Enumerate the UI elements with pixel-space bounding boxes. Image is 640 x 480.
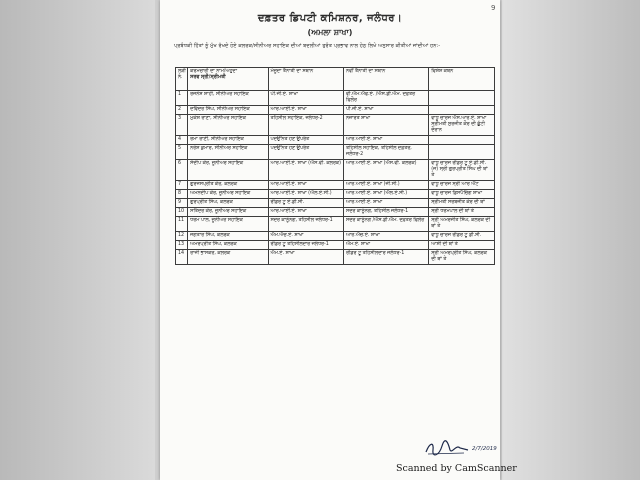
cell-new-posting: ਆਰ.ਆਈ.ਏ. ਸ਼ਾਖਾ (ਐਲ.ਏ.ਸੀ.) bbox=[344, 190, 429, 199]
table-row bbox=[176, 250, 495, 265]
cell-employee-name: ਮੁਕੇਸ਼ ਰਾਣਾ, ਸੀਨੀਅਰ ਸਹਾਇਕ bbox=[188, 115, 268, 136]
cell-employee-name: ਗੁਰਜਸਪ੍ਰੀਤ ਕੌਰ, ਕਲਰਕ bbox=[188, 181, 268, 190]
cell-serial: 6 bbox=[176, 160, 188, 181]
cell-new-posting: ਸਦਰ ਕਾਨੂੰਨਗੋ /ਐਸ.ਡੀ.ਐਮ. ਦਫ਼ਤਰ ਫਿਲੌਰ bbox=[344, 217, 429, 232]
cell-current-posting: ਆਰ.ਆਈ.ਏ. ਸ਼ਾਖਾ (ਐਸ.ਵੀ. ਕਲਰਕ) bbox=[268, 160, 343, 181]
transfer-table bbox=[175, 67, 495, 265]
cell-new-posting: ਤਹਿਸੀਲ ਸਹਾਇਕ, ਤਹਿਸੀਲ ਦਫ਼ਤਰ, ਜਲੰਧਰ-2 bbox=[344, 145, 429, 160]
cell-new-posting: ਨਜ਼ਾਰਤ ਸ਼ਾਖਾ bbox=[344, 115, 429, 136]
cell-employee-name: ਰਮਾ ਰਾਣੀ, ਸੀਨੀਅਰ ਸਹਾਇਕ bbox=[188, 136, 268, 145]
table-body bbox=[176, 91, 495, 265]
cell-current-posting: ਪਦਉੱਨਤ ਹੋਣ ਉਪਰੰਤ bbox=[268, 136, 343, 145]
header-current-posting: ਮੌਜੂਦਾ ਤੈਨਾਤੀ ਦਾ ਸਥਾਨ bbox=[268, 68, 343, 91]
cell-remarks: ਸ੍ਰੀ ਅਮਰਜੀਤ ਸਿੰਘ, ਕਲਰਕ ਦੀ ਥਾਂ ਤੇ bbox=[429, 217, 495, 232]
branch-subheading: (ਅਮਲਾ ਸ਼ਾਖਾ) bbox=[307, 28, 353, 37]
scan-background-left bbox=[0, 0, 155, 480]
table-row bbox=[176, 106, 495, 115]
header-employee-name-label: ਕਰਮਚਾਰੀ ਦਾ ਨਾਮ/ਅਹੁਦਾ bbox=[190, 69, 237, 74]
cell-remarks: ਵਾਧੂ ਚਾਰਜ ਰੀਡਰ ਟੂ ਏ.ਡੀ.ਸੀ. (ਜ) ਸ੍ਰੀ ਗੁਰਪ੍ਰੀਤ ਸਿੰਘ ਦੀ ਥਾਂ ਤੇ bbox=[429, 160, 495, 181]
cell-current-posting: ਆਰ.ਆਈ.ਏ. ਸ਼ਾਖਾ (ਐਲ.ਏ.ਸੀ.) bbox=[268, 190, 343, 199]
cell-remarks: ਸ੍ਰੀਮਤੀ ਸਰਬਜੀਤ ਕੌਰ ਦੀ ਥਾਂ bbox=[429, 199, 495, 208]
cell-new-posting: ਪੀ.ਜੀ.ਏ. ਸ਼ਾਖਾ bbox=[344, 106, 429, 115]
cell-serial: 8 bbox=[176, 190, 188, 199]
cell-employee-name: ਗੁਰਪ੍ਰੀਤ ਸਿੰਘ, ਕਲਰਕ bbox=[188, 199, 268, 208]
cell-current-posting: ਆਰ.ਆਈ.ਏ. ਸ਼ਾਖਾ bbox=[268, 181, 343, 190]
scanner-watermark: Scanned by CamScanner bbox=[396, 463, 517, 474]
header-new-posting: ਨਵੀਂ ਤੈਨਾਤੀ ਦਾ ਸਥਾਨ bbox=[344, 68, 429, 91]
table-row bbox=[176, 217, 495, 232]
cell-remarks: ਵਾਧੂ ਚਾਰਜ ਐਸ.ਆਰ.ਏ. ਸ਼ਾਖਾ ਸ੍ਰੀਮਤੀ ਸੁਰਜੀਤ ਕੌਰ ਦੀ ਛੁੱਟੀ ਦੌਰਾਨ bbox=[429, 115, 495, 136]
cell-remarks bbox=[429, 145, 495, 160]
cell-current-posting: ਪੀ.ਜੀ.ਏ. ਸ਼ਾਖਾ bbox=[268, 91, 343, 106]
header-employee-name bbox=[188, 68, 268, 91]
cell-remarks: ਸ੍ਰੀ ਧਰਮਪਾਲ ਦੀ ਥਾਂ ਤੇ bbox=[429, 208, 495, 217]
cell-serial: 9 bbox=[176, 199, 188, 208]
cell-current-posting: ਐਮ.ਏ. ਸ਼ਾਖਾ bbox=[268, 250, 343, 265]
cell-remarks: ਵਾਧੂ ਚਾਰਜ ਸ੍ਰੀ ਆਰ ਐਂਟ bbox=[429, 181, 495, 190]
header-serial: ਲੜੀ ਨੰ. bbox=[176, 68, 188, 91]
cell-employee-name: ਰਜਨੇਸ਼ ਸ਼ਾਹੀ, ਸੀਨੀਅਰ ਸਹਾਇਕ bbox=[188, 91, 268, 106]
order-intro-text: ਪ੍ਰਬੰਧਕੀ ਹਿੱਤਾਂ ਨੂੰ ਮੁੱਖ ਰੱਖਦੇ ਹੋਏ ਕਲਰਕ/ਸੀਨੀਅਰ ਸਹਾਇਕ ਦੀਆਂ ਬਦਲੀਆਂ ਤੁਰੰਤ ਪ੍ਰਭਾਵ ਨਾਲ ਹੇਠ ਲਿਖੇ ਅਨੁਸਾਰ ਕੀਤੀਆਂ ਜਾਂਦੀਆਂ ਹਨ:- bbox=[174, 43, 441, 49]
cell-serial: 13 bbox=[176, 241, 188, 250]
cell-current-posting: ਐਮ.ਐਚ.ਏ. ਸ਼ਾਖਾ bbox=[268, 232, 343, 241]
cell-remarks bbox=[429, 91, 495, 106]
cell-employee-name: ਜਗਤਾਰ ਸਿੰਘ, ਕਲਰਕ bbox=[188, 232, 268, 241]
cell-serial: 4 bbox=[176, 136, 188, 145]
cell-new-posting: ਐਮ.ਏ. ਸ਼ਾਖਾ bbox=[344, 241, 429, 250]
table-row bbox=[176, 190, 495, 199]
table-row bbox=[176, 91, 495, 106]
cell-current-posting: ਰੀਡਰ ਟੂ ਏ.ਡੀ.ਸੀ. bbox=[268, 199, 343, 208]
cell-employee-name: ਅਮਨਦੀਪ ਕੌਰ, ਜੂਨੀਅਰ ਸਹਾਇਕ bbox=[188, 190, 268, 199]
cell-new-posting: ਰੀਡਰ ਟੂ ਤਹਿਸੀਲਦਾਰ ਜਲੰਧਰ-1 bbox=[344, 250, 429, 265]
table-row bbox=[176, 115, 495, 136]
page-number: 9 bbox=[491, 4, 496, 12]
cell-current-posting: ਆਰ.ਆਈ.ਏ. ਸ਼ਾਖਾ bbox=[268, 106, 343, 115]
cell-employee-name: ਰਾਜੀ ਭਾਸਕਰ, ਕਲਰਕ bbox=[188, 250, 268, 265]
header-remarks: ਵਿਸ਼ੇਸ਼ ਕਥਨ bbox=[429, 68, 495, 91]
cell-current-posting: ਤਹਿਸੀਲ ਸਹਾਇਕ, ਜਲੰਧਰ-2 bbox=[268, 115, 343, 136]
cell-current-posting: ਆਰ.ਆਈ.ਏ. ਸ਼ਾਖਾ bbox=[268, 208, 343, 217]
cell-serial: 2 bbox=[176, 106, 188, 115]
cell-remarks: ਸ੍ਰੀ ਅਮਰਪ੍ਰੀਤ ਸਿੰਘ, ਕਲਰਕ ਦੀ ਥਾਂ ਤੇ bbox=[429, 250, 495, 265]
cell-new-posting: ਸਦਰ ਕਾਨੂੰਨਗੋ, ਤਹਿਸੀਲ ਜਲੰਧਰ-1 bbox=[344, 208, 429, 217]
cell-current-posting: ਪਦਉੱਨਤ ਹੋਣ ਉਪਰੰਤ bbox=[268, 145, 343, 160]
cell-new-posting: ਆਰ.ਆਈ.ਏ. ਸ਼ਾਖਾ (ਜੀ.ਸੀ.) bbox=[344, 181, 429, 190]
cell-serial: 11 bbox=[176, 217, 188, 232]
cell-serial: 1 bbox=[176, 91, 188, 106]
signature-date: 2/7/2019 bbox=[472, 446, 497, 452]
section-label: ਸਰਵ ਸ੍ਰੀ/ਸ੍ਰੀਮਤੀ bbox=[190, 75, 226, 80]
table-row bbox=[176, 199, 495, 208]
table-row bbox=[176, 232, 495, 241]
cell-new-posting: ਆਰ.ਆਈ.ਏ. ਸ਼ਾਖਾ (ਐਸ.ਵੀ. ਕਲਰਕ) bbox=[344, 160, 429, 181]
document-page bbox=[160, 0, 500, 480]
cell-employee-name: ਧਰਮ ਪਾਲ, ਜੂਨੀਅਰ ਸਹਾਇਕ bbox=[188, 217, 268, 232]
cell-remarks: ਆਸ਼ੀ ਦੀ ਥਾਂ ਤੇ bbox=[429, 241, 495, 250]
table-row bbox=[176, 241, 495, 250]
cell-remarks: ਵਾਧੂ ਚਾਰਜ ਡਿਸਪੈਚਿੰਗ ਸ਼ਾਖਾ bbox=[429, 190, 495, 199]
cell-new-posting: ਆਰ.ਐਚ.ਏ. ਸ਼ਾਖਾ bbox=[344, 232, 429, 241]
cell-employee-name: ਅਮਰਪ੍ਰੀਤ ਸਿੰਘ, ਕਲਰਕ bbox=[188, 241, 268, 250]
cell-new-posting: ਆਰ.ਆਈ.ਏ. ਸ਼ਾਖਾ bbox=[344, 199, 429, 208]
cell-employee-name: ਦਵਿੰਦਰ ਸਿੰਘ, ਸੀਨੀਅਰ ਸਹਾਇਕ bbox=[188, 106, 268, 115]
cell-new-posting: ਵੀ.ਐਮ.ਐਫ.ਏ. /ਐਸ.ਡੀ.ਐਮ. ਦਫ਼ਤਰ ਫਿਲੌਰ bbox=[344, 91, 429, 106]
table-row bbox=[176, 145, 495, 160]
office-heading: ਦਫ਼ਤਰ ਡਿਪਟੀ ਕਮਿਸ਼ਨਰ, ਜਲੰਧਰ। bbox=[257, 13, 403, 24]
cell-current-posting: ਰੀਡਰ ਟੂ ਤਹਿਸੀਲਦਾਰ ਜਲੰਧਰ-1 bbox=[268, 241, 343, 250]
cell-employee-name: ਸੰਦੀਪ ਕੌਰ, ਜੂਨੀਅਰ ਸਹਾਇਕ bbox=[188, 160, 268, 181]
cell-remarks bbox=[429, 136, 495, 145]
table-row bbox=[176, 136, 495, 145]
cell-employee-name: ਸਤਿੰਦਰ ਕੌਰ, ਜੂਨੀਅਰ ਸਹਾਇਕ bbox=[188, 208, 268, 217]
table-row bbox=[176, 160, 495, 181]
cell-serial: 3 bbox=[176, 115, 188, 136]
table-header-row bbox=[176, 68, 495, 91]
cell-serial: 12 bbox=[176, 232, 188, 241]
cell-new-posting: ਆਰ.ਆਈ.ਏ. ਸ਼ਾਖਾ bbox=[344, 136, 429, 145]
table-row bbox=[176, 181, 495, 190]
cell-remarks bbox=[429, 106, 495, 115]
scan-background-right bbox=[502, 0, 640, 480]
cell-employee-name: ਨਰੇਸ਼ ਕੁਮਾਰ, ਸੀਨੀਅਰ ਸਹਾਇਕ bbox=[188, 145, 268, 160]
cell-current-posting: ਸਦਰ ਕਾਨੂੰਨਗੋ, ਤਹਿਸੀਲ ਜਲੰਧਰ-1 bbox=[268, 217, 343, 232]
table-row bbox=[176, 208, 495, 217]
cell-serial: 14 bbox=[176, 250, 188, 265]
cell-remarks: ਵਾਧੂ ਚਾਰਜ ਰੀਡਰ ਟੂ ਡੀ.ਸੀ. bbox=[429, 232, 495, 241]
cell-serial: 7 bbox=[176, 181, 188, 190]
cell-serial: 5 bbox=[176, 145, 188, 160]
cell-serial: 10 bbox=[176, 208, 188, 217]
